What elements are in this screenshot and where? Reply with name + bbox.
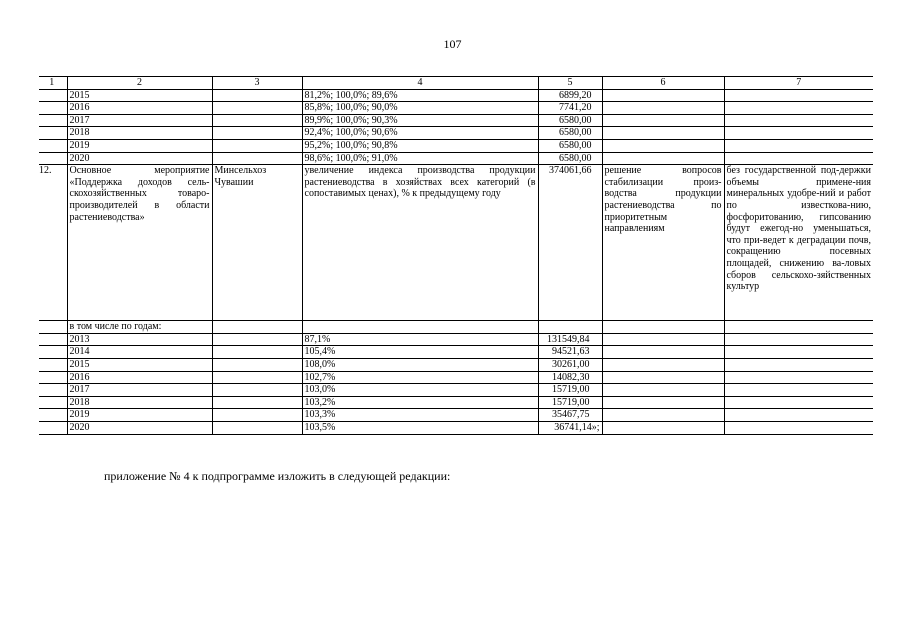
amount-cell: 6580,00 — [538, 139, 602, 152]
table-row — [39, 396, 873, 409]
header-row — [39, 77, 873, 90]
amount-cell: 6580,00 — [538, 152, 602, 165]
header-cell: 4 — [302, 77, 538, 90]
indicator-cell: 103,0% — [302, 384, 538, 397]
by-years-label: в том числе по годам: — [67, 321, 212, 334]
table-row — [39, 333, 873, 346]
indicator-cell: 105,4% — [302, 346, 538, 359]
year-cell: 2018 — [67, 396, 212, 409]
indicator-cell: 92,4%; 100,0%; 90,6% — [302, 127, 538, 140]
amount-cell: 15719,00 — [538, 396, 602, 409]
amount-cell: 30261,00 — [538, 358, 602, 371]
table-row — [39, 384, 873, 397]
table-row — [39, 152, 873, 165]
row-number: 12. — [39, 165, 67, 321]
header-cell: 7 — [724, 77, 873, 90]
year-cell: 2018 — [67, 127, 212, 140]
amount-cell: 94521,63 — [538, 346, 602, 359]
year-cell: 2016 — [67, 102, 212, 115]
table-row — [39, 114, 873, 127]
executor-cell: Минсельхоз Чувашии — [212, 165, 302, 321]
header-cell: 1 — [39, 77, 67, 90]
table-row — [39, 358, 873, 371]
year-cell: 2017 — [67, 114, 212, 127]
year-cell: 2013 — [67, 333, 212, 346]
year-cell: 2019 — [67, 409, 212, 422]
table-row — [39, 371, 873, 384]
amount-cell: 35467,75 — [538, 409, 602, 422]
year-cell: 2020 — [67, 152, 212, 165]
table-row — [39, 346, 873, 359]
year-cell: 2014 — [67, 346, 212, 359]
indicator-cell: 103,3% — [302, 409, 538, 422]
table-row — [39, 89, 873, 102]
header-cell: 2 — [67, 77, 212, 90]
table-row — [39, 139, 873, 152]
year-cell: 2015 — [67, 358, 212, 371]
page-number: 107 — [443, 37, 462, 51]
indicator-cell: увеличение индекса производства продукции растениеводства в хозяйствах всех категорий (в сопоставимых ценах), % к предыдущему году — [302, 165, 538, 321]
indicator-cell: 87,1% — [302, 333, 538, 346]
indicator-cell: 81,2%; 100,0%; 89,6% — [302, 89, 538, 102]
table-row — [39, 409, 873, 422]
indicator-cell: 98,6%; 100,0%; 91,0% — [302, 152, 538, 165]
indicator-cell: 108,0% — [302, 358, 538, 371]
consequence-cell: без государственной под-держки объемы примене-ния минеральных удобре-ний и работ по известкова-нию, фосфоритованию, гипсованию будут ежегод-но уменьшаться, что при-ведет к деградации почв, сокращению посевных площадей, снижению ва-ловых сборов сельскохо-зяйственных культур — [724, 165, 873, 321]
indicator-cell: 102,7% — [302, 371, 538, 384]
amount-cell: 6580,00 — [538, 127, 602, 140]
measure-cell: Основное мероприятие «Поддержка доходов сель-скохозяйственных товаро-производителей в области растениеводства» — [67, 165, 212, 321]
table-row — [39, 102, 873, 115]
header-cell: 6 — [602, 77, 724, 90]
header-cell: 5 — [538, 77, 602, 90]
indicator-cell: 89,9%; 100,0%; 90,3% — [302, 114, 538, 127]
indicator-cell: 103,5% — [302, 421, 538, 434]
amount-cell: 131549,84 — [538, 333, 602, 346]
table-row — [39, 127, 873, 140]
amount-cell: 14082,30 — [538, 371, 602, 384]
year-cell: 2017 — [67, 384, 212, 397]
year-cell: 2016 — [67, 371, 212, 384]
amount-cell: 6580,00 — [538, 114, 602, 127]
amount-cell: 6899,20 — [538, 89, 602, 102]
table-row — [39, 421, 873, 434]
amount-cell: 374061,66 — [538, 165, 602, 321]
amount-cell: 15719,00 — [538, 384, 602, 397]
indicator-cell: 85,8%; 100,0%; 90,0% — [302, 102, 538, 115]
indicator-cell: 95,2%; 100,0%; 90,8% — [302, 139, 538, 152]
result-cell: решение вопросов стабилизации произ-водства продукции растениеводства по приоритетным направлениям — [602, 165, 724, 321]
amount-cell: 36741,14»; — [538, 421, 602, 434]
year-cell: 2019 — [67, 139, 212, 152]
indicator-cell: 103,2% — [302, 396, 538, 409]
amount-cell: 7741,20 — [538, 102, 602, 115]
header-cell: 3 — [212, 77, 302, 90]
table-row — [39, 321, 873, 334]
year-cell: 2020 — [67, 421, 212, 434]
program-table — [39, 76, 873, 435]
amendment-text: приложение № 4 к подпрограмме изложить в следующей редакции: — [104, 469, 451, 483]
measure-row — [39, 165, 873, 321]
year-cell: 2015 — [67, 89, 212, 102]
